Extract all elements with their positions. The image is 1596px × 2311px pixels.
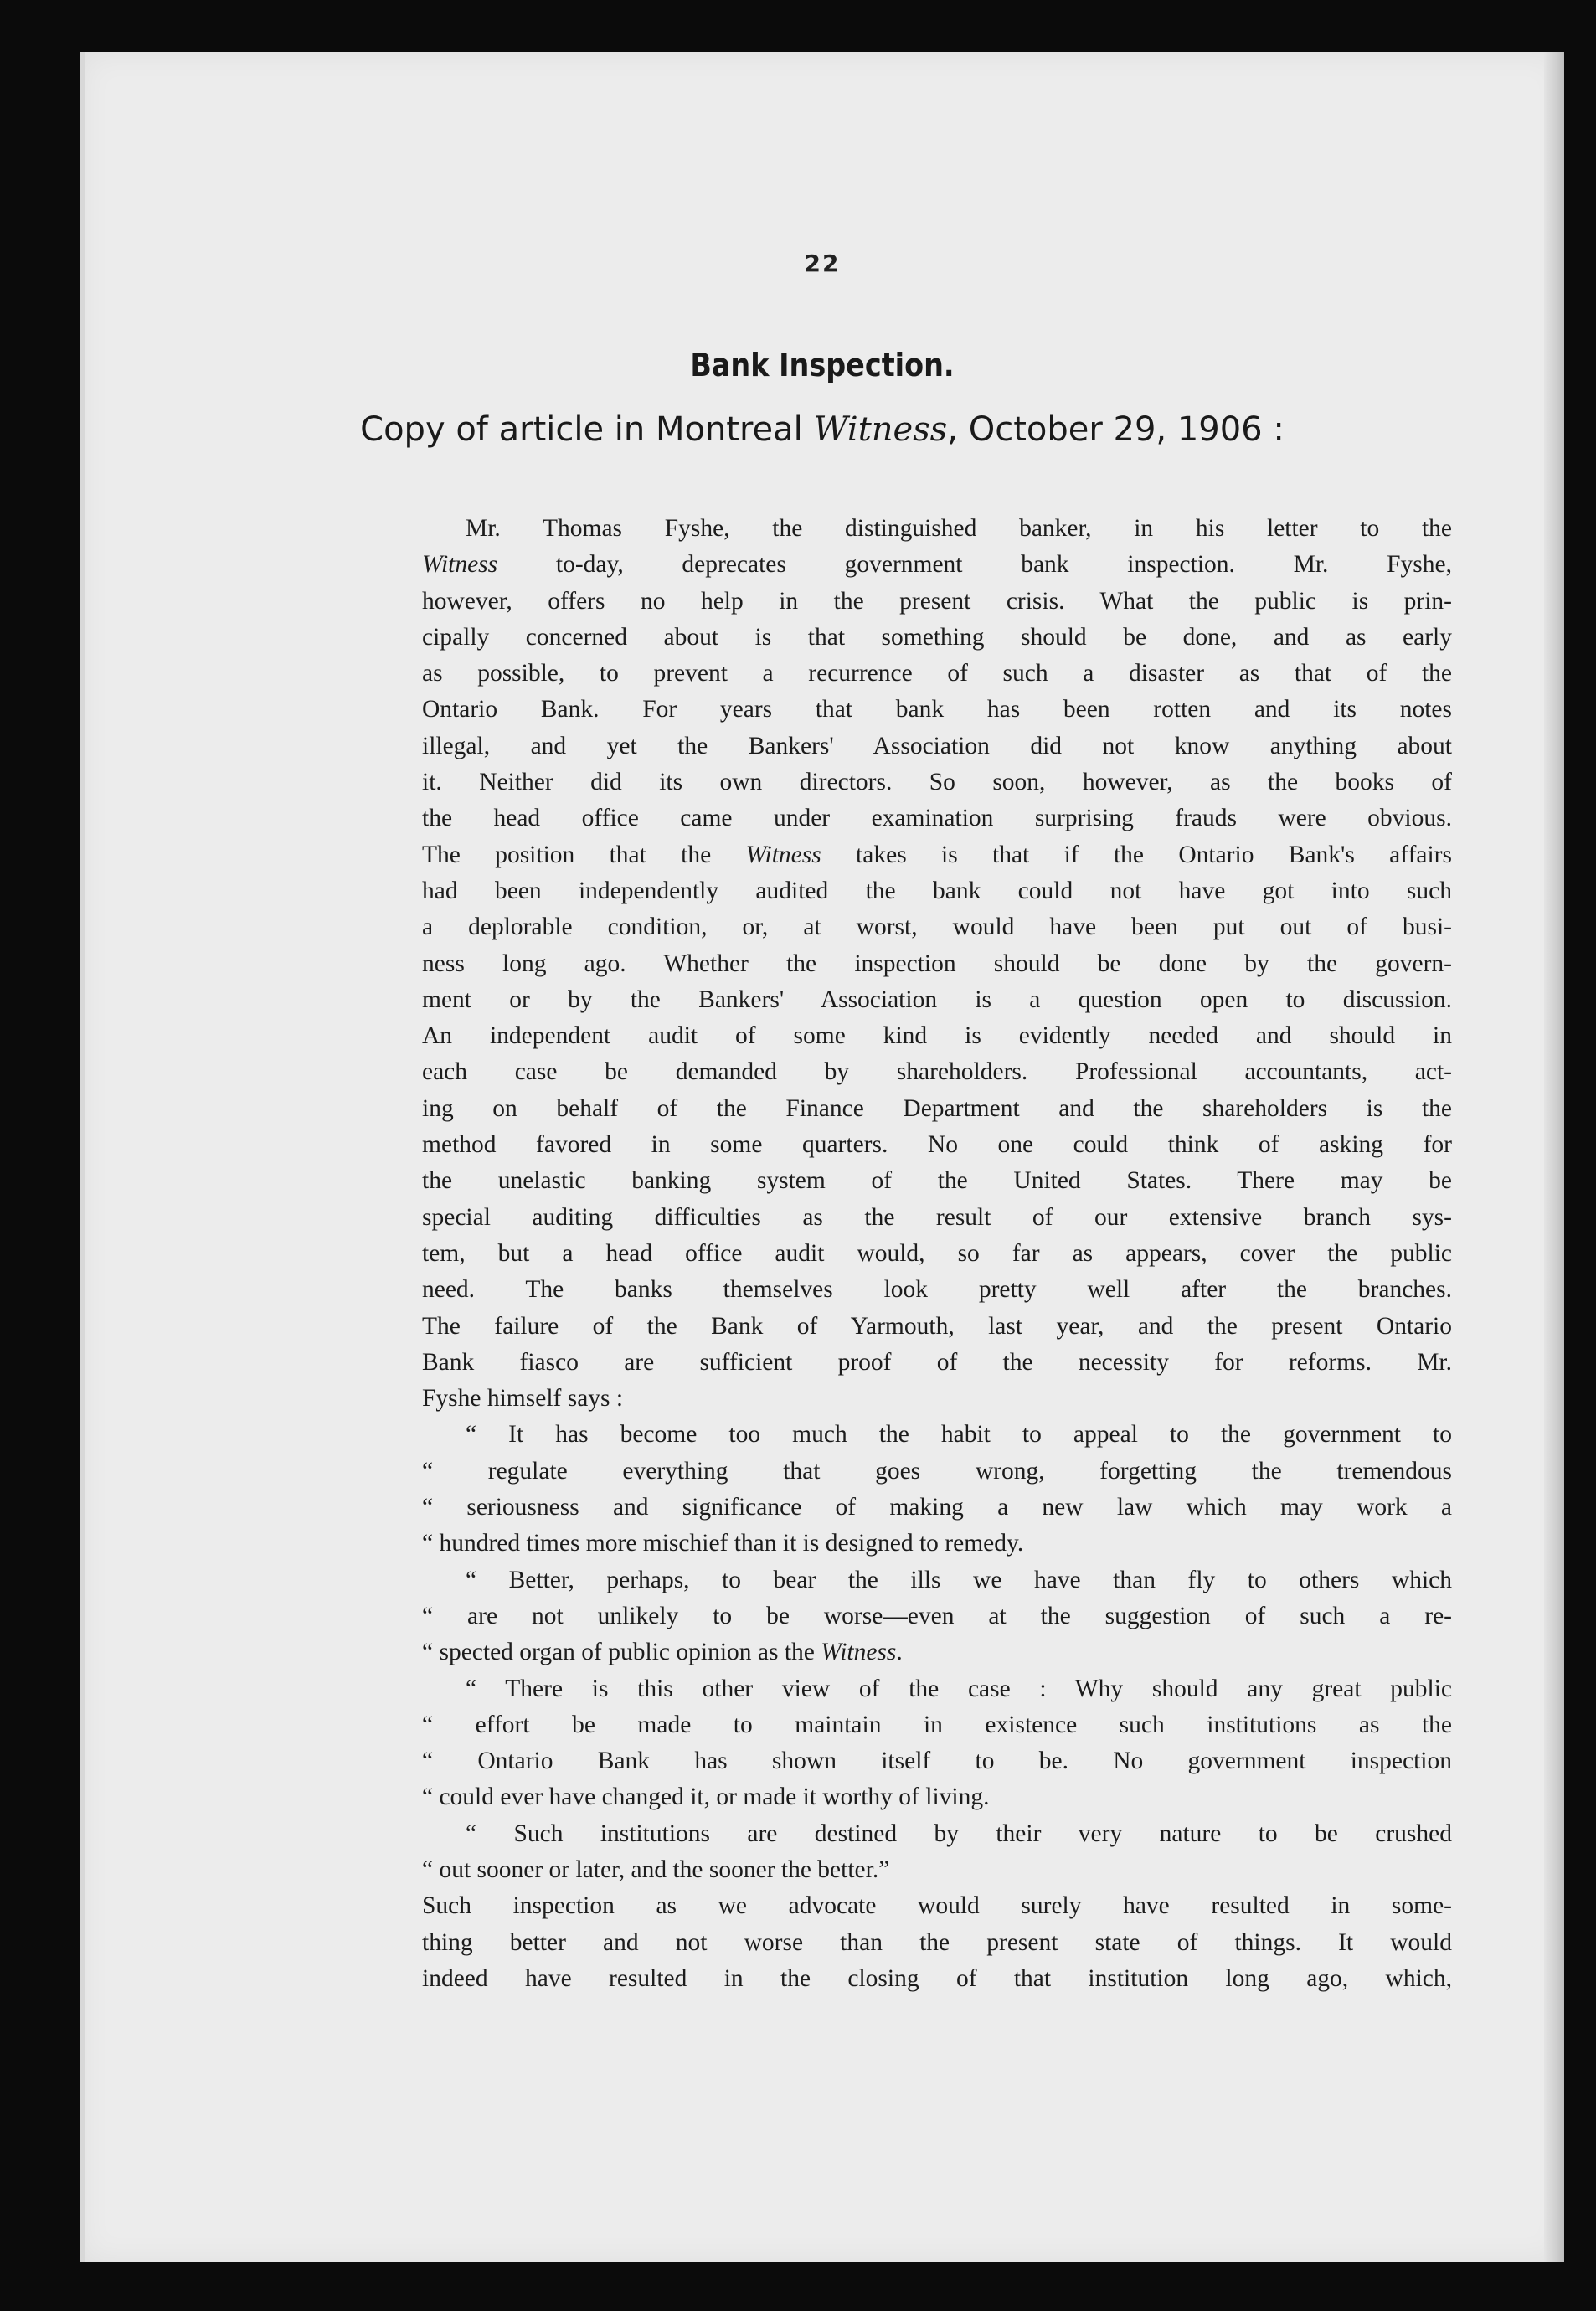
body-line: thing better and not worse than the present state of things. It would: [422, 1928, 1452, 1956]
page-left-edge: [80, 52, 85, 2262]
body-line: each case be demanded by shareholders. Professional accountants, act-: [422, 1058, 1452, 1086]
body-line: the head office came under examination surprising frauds were obvious.: [422, 805, 1452, 832]
article-title: Bank Inspection.: [690, 347, 955, 383]
article-body: [422, 511, 1452, 1997]
body-line: indeed have resulted in the closing of that institution long ago, which,: [422, 1964, 1452, 1992]
quote-line: “ effort be made to maintain in existence such institutions as the: [422, 1711, 1452, 1738]
body-line: ness long ago. Whether the inspection should be done by the govern-: [422, 950, 1452, 977]
body-line: Witness to-day, deprecates government bank inspection. Mr. Fyshe,: [422, 551, 1452, 579]
body-line: The position that the Witness takes is that if the Ontario Bank's affairs: [422, 841, 1452, 868]
body-line: a deplorable condition, or, at worst, would have been put out of busi-: [422, 914, 1452, 941]
body-line: need. The banks themselves look pretty well after the branches.: [422, 1276, 1452, 1304]
body-line: Mr. Thomas Fyshe, the distinguished banker, in his letter to the: [466, 515, 1452, 542]
body-line: cipally concerned about is that something should be done, and as early: [422, 623, 1452, 651]
quote-line: “ spected organ of public opinion as the Witness.: [422, 1639, 903, 1666]
body-line: had been independently audited the bank could not have got into such: [422, 877, 1452, 904]
body-line: as possible, to prevent a recurrence of such a disaster as that of the: [422, 660, 1452, 687]
article-subtitle: [80, 410, 1564, 449]
body-line: however, offers no help in the present crisis. What the public is prin-: [422, 587, 1452, 615]
body-line: The failure of the Bank of Yarmouth, last year, and the present Ontario: [422, 1312, 1452, 1340]
publication-name: Witness: [821, 1639, 897, 1666]
body-line: it. Neither did its own directors. So soon, however, as the books of: [422, 769, 1452, 796]
subtitle-date: , October 29, 1906 :: [947, 410, 1285, 449]
subtitle-prefix: Copy of article in Montreal: [360, 410, 814, 449]
body-line: tem, but a head office audit would, so far as appears, cover the public: [422, 1239, 1452, 1267]
quote-line: “ out sooner or later, and the sooner the better.”: [422, 1855, 890, 1883]
body-line: Ontario Bank. For years that bank has been rotten and its notes: [422, 696, 1452, 723]
body-line: special auditing difficulties as the result of our extensive branch sys-: [422, 1203, 1452, 1231]
body-line: illegal, and yet the Bankers' Association did not know anything about: [422, 732, 1452, 759]
quote-line: “ could ever have changed it, or made it worthy of living.: [422, 1783, 990, 1811]
body-line: Bank fiasco are sufficient proof of the necessity for reforms. Mr.: [422, 1348, 1452, 1376]
page-right-edge: [1544, 52, 1564, 2262]
body-line: An independent audit of some kind is evidently needed and should in: [422, 1022, 1452, 1050]
quote-line: “ Such institutions are destined by their very nature to be crushed: [466, 1819, 1452, 1847]
publication-name: Witness: [422, 551, 498, 579]
quote-line: “ seriousness and significance of making a new law which may work a: [422, 1494, 1452, 1521]
quote-line: “ Ontario Bank has shown itself to be. No government inspection: [422, 1747, 1452, 1775]
body-line: Fyshe himself says :: [422, 1385, 624, 1413]
quote-line: “ are not unlikely to be worse—even at the suggestion of such a re-: [422, 1602, 1452, 1629]
quote-line: “ It has become too much the habit to appeal to the government to: [466, 1421, 1452, 1449]
quote-line: “ hundred times more mischief than it is designed to remedy.: [422, 1530, 1024, 1557]
body-line: ment or by the Bankers' Association is a question open to discussion.: [422, 986, 1452, 1013]
quote-line: “ There is this other view of the case : Why should any great public: [466, 1675, 1452, 1702]
document-page: [80, 52, 1564, 2262]
publication-name: Witness: [745, 841, 821, 868]
body-line: Such inspection as we advocate would surely have resulted in some-: [422, 1892, 1452, 1920]
body-line: method favored in some quarters. No one could think of asking for: [422, 1131, 1452, 1159]
body-line: the unelastic banking system of the United States. There may be: [422, 1167, 1452, 1195]
body-line: ing on behalf of the Finance Department and the shareholders is the: [422, 1094, 1452, 1122]
page-number: 22: [804, 250, 841, 277]
quote-line: “ regulate everything that goes wrong, forgetting the tremendous: [422, 1457, 1452, 1485]
subtitle-publication: Witness: [813, 410, 948, 449]
quote-line: “ Better, perhaps, to bear the ills we have than fly to others which: [466, 1566, 1452, 1593]
